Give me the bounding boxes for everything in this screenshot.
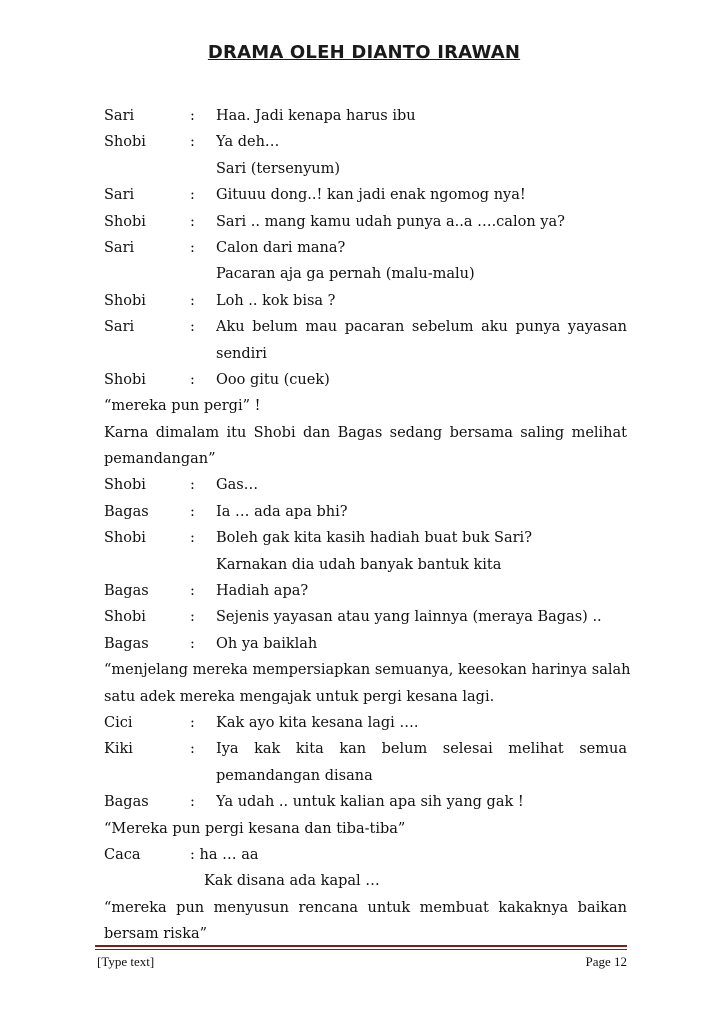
speaker-colon: : [190, 530, 195, 547]
speaker-name: Kiki [104, 741, 133, 758]
narration-line: Karna dimalam itu Shobi dan Bagas sedang bersama saling melihat [104, 424, 627, 441]
speaker-colon: : [190, 477, 195, 494]
dialogue-continuation: Sari (tersenyum) [216, 160, 341, 177]
narration-line: bersam riska” [104, 926, 208, 943]
dialogue-line [104, 578, 627, 604]
dialogue-continuation: Pacaran aja ga pernah (malu-malu) [216, 266, 475, 283]
speaker-name: Shobi [104, 292, 146, 309]
dialogue-line [104, 182, 627, 208]
page-number: Page 12 [585, 954, 627, 969]
dialogue-line [104, 604, 627, 630]
dialogue-line [104, 525, 627, 551]
dialogue-line [104, 710, 627, 736]
speaker-name: Shobi [104, 213, 146, 230]
dialogue-text: Sari .. mang kamu udah punya a..a ….calon ya? [216, 213, 565, 230]
dialogue-line [104, 499, 627, 525]
dialogue-line [104, 129, 627, 155]
speaker-name: Sari [104, 239, 135, 256]
speaker-colon: : [190, 635, 195, 652]
speaker-name: Shobi [104, 530, 146, 547]
dialogue-text: Boleh gak kita kasih hadiah buat buk Sari? [216, 530, 532, 547]
dialogue-line [104, 842, 627, 868]
speaker-name: Sari [104, 108, 135, 124]
dialogue-continuation: pemandangan disana [216, 767, 373, 784]
dialogue-line [104, 472, 627, 498]
narration-line: “mereka pun pergi” ! [104, 398, 261, 415]
dialogue-text: Hadiah apa? [216, 583, 309, 600]
footer-placeholder-text: [Type text] [97, 954, 155, 969]
dialogue-text: Ya udah .. untuk kalian apa sih yang gak ! [216, 794, 524, 811]
dialogue-line [104, 235, 627, 261]
speaker-name: Cici [104, 714, 133, 731]
speaker-name: Bagas [104, 635, 149, 652]
speaker-colon: : [190, 741, 195, 758]
speaker-colon: : [190, 292, 195, 309]
dialogue-text: Iya kak kita kan belum selesai melihat semua [216, 741, 627, 758]
speaker-name: Shobi [104, 371, 146, 388]
speaker-colon: : [190, 609, 195, 626]
speaker-colon: : [190, 714, 195, 731]
dialogue-text: Sejenis yayasan atau yang lainnya (meraya Bagas) .. [216, 609, 602, 626]
narration-line: “menjelang mereka mempersiapkan semuanya, keesokan harinya salah [104, 662, 631, 679]
dialogue-continuation: sendiri [216, 345, 267, 362]
dialogue-line [104, 367, 627, 393]
dialogue-text: Haa. Jadi kenapa harus ibu [216, 108, 416, 124]
dialogue-text: Kak ayo kita kesana lagi …. [216, 714, 419, 731]
dialogue-continuation: Kak disana ada kapal … [204, 873, 380, 890]
speaker-colon: : [190, 583, 195, 600]
speaker-name: Shobi [104, 477, 146, 494]
script-body [104, 103, 631, 948]
dialogue-line [104, 103, 627, 129]
dialogue-text: Aku belum mau pacaran sebelum aku punya yayasan [216, 319, 627, 336]
speaker-colon: : [190, 213, 195, 230]
narration-line: “Mereka pun pergi kesana dan tiba-tiba” [104, 820, 406, 837]
speaker-name: Shobi [104, 609, 146, 626]
speaker-name: Shobi [104, 134, 146, 151]
speaker-colon: : [190, 371, 195, 388]
dialogue-continuation: Karnakan dia udah banyak bantuk kita [216, 556, 502, 573]
dialogue-line [104, 631, 627, 657]
dialogue-line [104, 209, 627, 235]
dialogue-text: Loh .. kok bisa ? [216, 292, 336, 309]
dialogue-text: : ha … aa [190, 846, 259, 863]
speaker-colon: : [190, 794, 195, 811]
footer-rule-thin [95, 949, 627, 950]
speaker-colon: : [190, 187, 195, 204]
dialogue-text: Gituuu dong..! kan jadi enak ngomog nya! [216, 187, 526, 204]
footer-rule-thick [95, 945, 627, 947]
speaker-name: Sari [104, 187, 135, 204]
dialogue-text: Calon dari mana? [216, 239, 346, 256]
speaker-colon: : [190, 108, 195, 124]
dialogue-text: Gas… [216, 477, 259, 494]
dialogue-line [104, 314, 627, 340]
speaker-name: Bagas [104, 583, 149, 600]
dialogue-line [104, 789, 627, 815]
speaker-colon: : [190, 239, 195, 256]
speaker-name: Bagas [104, 794, 149, 811]
narration-line: satu adek mereka mengajak untuk pergi kesana lagi. [104, 688, 495, 705]
speaker-name: Bagas [104, 503, 149, 520]
dialogue-text: Oh ya baiklah [216, 635, 318, 652]
speaker-colon: : [190, 503, 195, 520]
dialogue-text: Ooo gitu (cuek) [216, 371, 330, 388]
speaker-colon: : [190, 319, 195, 336]
speaker-name: Caca [104, 846, 141, 863]
dialogue-line [104, 288, 627, 314]
narration-line: “mereka pun menyusun rencana untuk membuat kakaknya baikan [104, 899, 627, 916]
dialogue-text: Ia … ada apa bhi? [216, 503, 348, 520]
narration-line: pemandangan” [104, 451, 216, 468]
speaker-name: Sari [104, 319, 135, 336]
dialogue-text: Ya deh… [216, 134, 280, 151]
dialogue-line [104, 736, 627, 762]
page-title: DRAMA OLEH DIANTO IRAWAN [207, 42, 521, 63]
speaker-colon: : [190, 134, 195, 151]
